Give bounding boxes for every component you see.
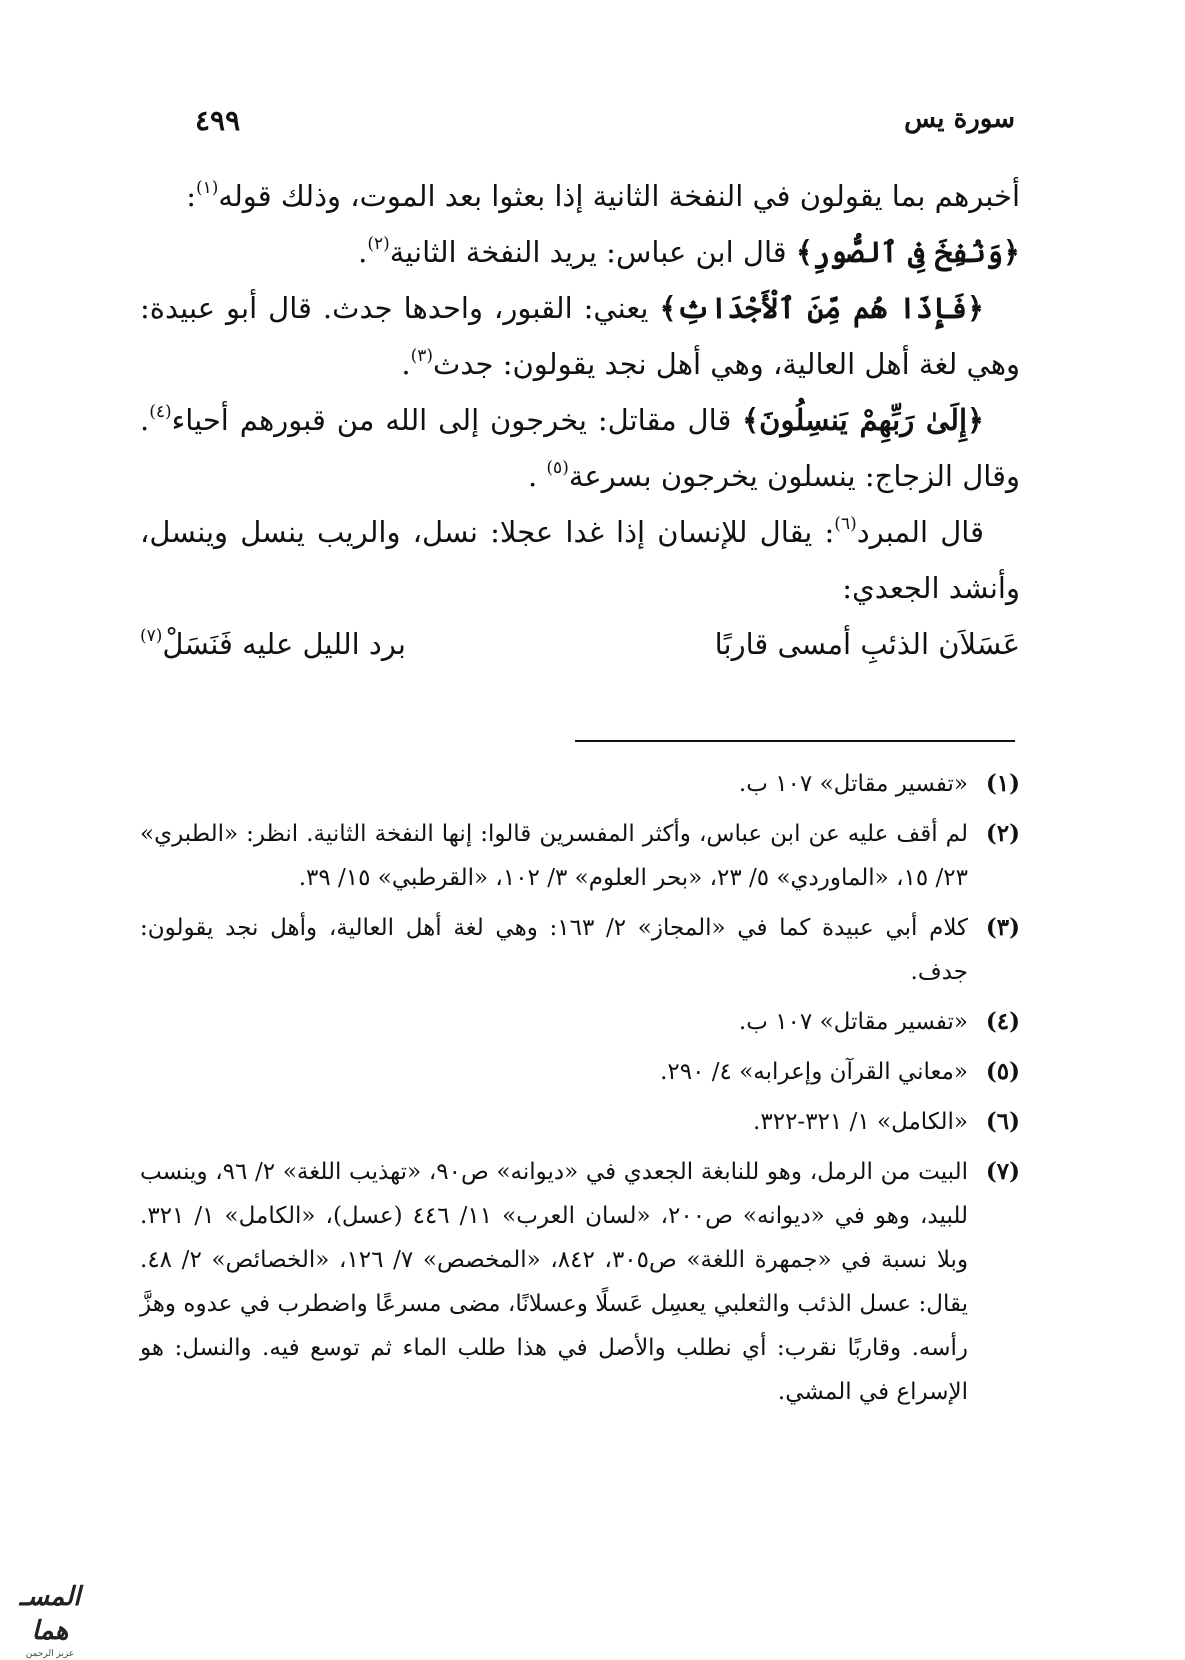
footnote-number: (٣)	[985, 914, 1020, 941]
poem-first-hemistich: عَسَلاَن الذئبِ أمسى قاربًا	[714, 627, 1020, 661]
footnote-text: «معاني القرآن وإعرابه» ٤/ ٢٩٠.	[660, 1059, 968, 1085]
footnote-ref: (١)	[195, 178, 219, 199]
footnote-text: البيت من الرمل، وهو للنابغة الجعدي في «ديوانه» ص٩٠، «تهذيب اللغة» ٢/ ٩٦، وينسب للبيد، وهو في «ديوانه» ص٢٠٠، «لسان العرب» ١١/ ٤٤٦ (عسل)، «الكامل» ١/ ٣٢١. وبلا نسبة في «جمهرة اللغة» ص٣٠٥، ٨٤٢، «المخصص» ٧/ ١٢٦، «الخصائص» ٢/ ٤٨. يقال: عسل الذئب والثعلبي يعسِل عَسلًا وعسلانًا، مضى مسرعًا واضطرب في عدوه وهزَّ رأسه. وقاربًا نقرب: أي نطلب والأصل في هذا طلب الماء ثم توسع فيه. والنسل: هو الإسراع في المشي.	[140, 1159, 969, 1405]
footnote-number: (١)	[985, 770, 1020, 797]
footnote-text: «تفسير مقاتل» ١٠٧ ب.	[738, 1009, 968, 1035]
paragraph-tail: :	[186, 179, 196, 213]
poem-second-hemistich-wrap	[140, 616, 406, 672]
footnote-ref: (٤)	[149, 402, 172, 423]
footnote-text: كلام أبي عبيدة كما في «المجاز» ٢/ ١٦٣: وهي لغة أهل العالية، وأهل نجد يقولون: جدف.	[140, 915, 968, 985]
footnote-ref: (٦)	[834, 514, 857, 535]
paragraph-tail: : يقال للإنسان إذا غدا عجلا: نسل، والريب ينسل وينسل، وأنشد الجعدي:	[140, 515, 1020, 605]
paragraph-tail: .	[358, 235, 368, 269]
paragraph-text: قال المبرد	[856, 515, 985, 549]
footnote-divider	[575, 740, 1015, 742]
paragraph-4	[140, 392, 1020, 504]
footnote-number: (٢)	[985, 820, 1020, 847]
footnote-text: «تفسير مقاتل» ١٠٧ ب.	[738, 771, 968, 797]
paragraph-text: أخبرهم بما يقولون في النفخة الثانية إذا بعثوا بعد الموت، وذلك قوله	[218, 179, 1020, 213]
paragraph-2	[140, 224, 1020, 280]
poem-verse	[140, 616, 1020, 672]
footnote-text: لم أقف عليه عن ابن عباس، وأكثر المفسرين قالوا: إنها النفخة الثانية. انظر: «الطبري» ٢٣/ ١٥، «الماوردي» ٥/ ٢٣، «بحر العلوم» ٣/ ١٠٢، «القرطبي» ١٥/ ٣٩.	[140, 821, 968, 891]
paragraph-text: قال ابن عباس: يريد النفخة الثانية	[389, 235, 796, 269]
poem-second-hemistich: برد الليل عليه فَنَسَلْ	[162, 627, 406, 661]
footnote-ref: (٥)	[546, 458, 569, 479]
page-number: ٤٩٩	[195, 104, 241, 137]
stamp-sub-text: عزيز الرحمن	[25, 1649, 75, 1659]
footnote-number: (٧)	[985, 1158, 1020, 1185]
footnote-2	[140, 812, 1020, 900]
quran-verse: ﴿إِلَىٰ رَبِّهِمْ يَنسِلُونَ﴾	[742, 403, 984, 437]
paragraph-5	[140, 504, 1020, 616]
footnote-ref: (٢)	[367, 234, 390, 255]
footnote-number: (٥)	[985, 1058, 1020, 1085]
footnote-number: (٤)	[985, 1008, 1020, 1035]
stamp-main-text: المسـ هما	[19, 1582, 81, 1646]
paragraph-tail: .	[527, 459, 547, 493]
surah-title: سورة يس	[904, 104, 1015, 134]
quran-verse: ﴿وَنُفِخَ فِى ٱلصُّورِ﴾	[795, 235, 1020, 269]
footnote-4	[140, 1000, 1020, 1044]
paragraph-text: يعني: القبور، واحدها جدث. قال أبو عبيدة: وهي لغة أهل العالية، وهي أهل نجد يقولون: جدث	[140, 291, 1020, 381]
page-header	[195, 104, 1015, 144]
footnote-6	[140, 1100, 1020, 1144]
footnote-ref: (٧)	[140, 626, 163, 647]
paragraph-3	[140, 280, 1020, 392]
paragraph-text-2: . وقال الزجاج: ينسلون يخرجون بسرعة	[140, 403, 1020, 493]
publisher-stamp-logo	[14, 1580, 86, 1659]
footnote-ref: (٣)	[410, 346, 434, 367]
footnote-1	[140, 762, 1020, 806]
main-text	[140, 168, 1020, 672]
footnotes-section	[140, 762, 1020, 1420]
footnote-number: (٦)	[985, 1108, 1020, 1135]
footnote-text: «الكامل» ١/ ٣٢١-٣٢٢.	[753, 1109, 968, 1135]
footnote-7	[140, 1150, 1020, 1414]
footnote-5	[140, 1050, 1020, 1094]
paragraph-tail: .	[401, 347, 411, 381]
quran-verse: ﴿فَإِذَا هُم مِّنَ ٱلْأَجْدَاثِ﴾	[659, 291, 984, 325]
footnote-3	[140, 906, 1020, 994]
paragraph-1	[140, 168, 1020, 224]
paragraph-text: قال مقاتل: يخرجون إلى الله من قبورهم أحياء	[171, 403, 743, 437]
